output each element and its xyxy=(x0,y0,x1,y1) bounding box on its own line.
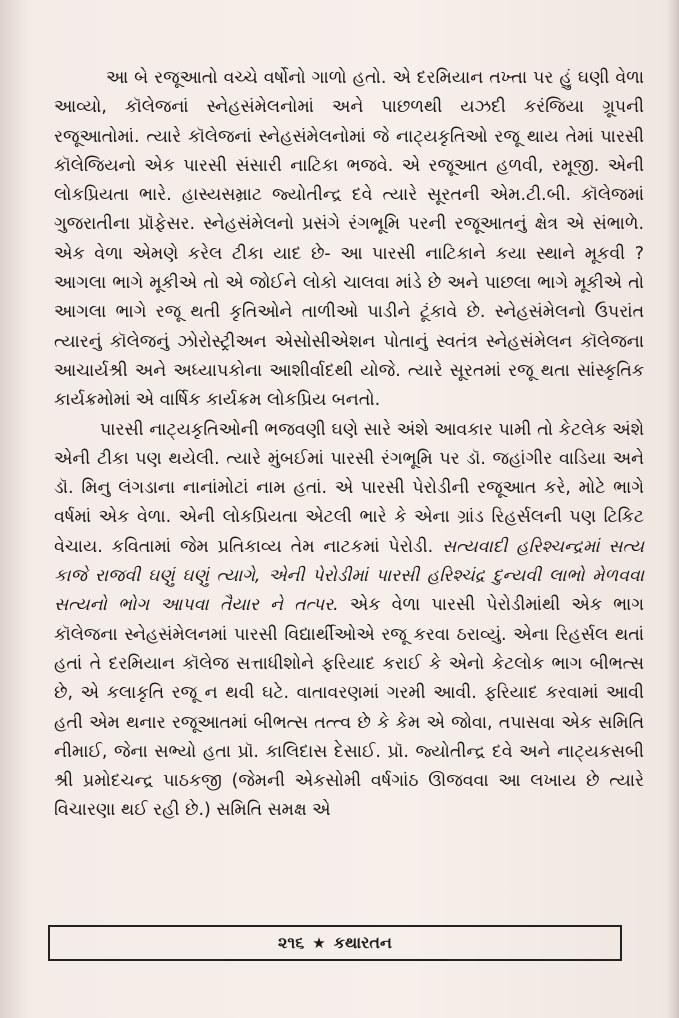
paragraph-1: આ બે રજૂઆતો વચ્ચે વર્ષોનો ગાળો હતો. એ દરમિયાન તખ્તા પર હું ઘણી વેળા આવ્યો, કૉલેજનાં સ્નેહસંમેલનોમાં અને પાછળથી યઝદી કરંજિયા ગ્રૂપની રજૂઆતોમાં. ત્યારે કૉલેજનાં સ્નેહસંમેલનોમાં જે નાટ્યકૃતિઓ રજૂ થાય તેમાં પારસી કૉલેજિયનો એક પારસી સંસારી નાટિકા ભજવે. એ રજૂઆત હળવી, રમૂજી. એની લોકપ્રિયતા ભારે. હાસ્યસમ્રાટ જ્યોતીન્દ્ર દવે ત્યારે સૂરતની એમ.ટી.બી. કૉલેજમાં ગુજરાતીના પ્રૉફેસર. સ્નેહસંમેલનો પ્રસંગે રંગભૂમિ પરની રજૂઆતનું ક્ષેત્ર એ સંભાળે. એક વેળા એમણે કરેલ ટીકા યાદ છે- આ પારસી નાટિકાને કયા સ્થાને મૂકવી ? આગલા ભાગે મૂકીએ તો એ જોઈને લોકો ચાલવા માંડે છે અને પાછલા ભાગે મૂકીએ તો આગલા ભાગે રજૂ થતી કૃતિઓને તાળીઓ પાડીને ટૂંકાવે છે. સ્નેહસંમેલનો ઉપરાંત ત્યારનું કૉલેજનું ઝોરોસ્ટ્રીઅન એસોસીએશન પોતાનું સ્વતંત્ર સ્નેહસંમેલન કૉલેજના આચાર્યશ્રી અને અધ્યાપકોના આશીર્વાદથી યોજે. ત્યારે સૂરતમાં રજૂ થતા સાંસ્કૃતિક કાર્યક્રમોમાં એ વાર્ષિક કાર્યક્રમ લોકપ્રિય બનતો. xyxy=(54,68,644,411)
star-icon: ★ xyxy=(312,934,326,952)
page-number: ૨૧૬ xyxy=(278,933,305,952)
paragraph-2-italic-text: સત્યવાદી હરિશ્ચન્દ્રમાં સત્ય કાજે રાજવી ઘણું ઘણું ત્યાગે, એની પેરોડીમાં પારસી હરિશ્ચંદ્ર દુન્યવી લાભો મેળવવા સત્યનો ભોગ આપવા તૈયાર ને તત્પર. xyxy=(54,536,644,616)
book-title: કથારતન xyxy=(333,933,392,952)
paragraph-2-text-a: પારસી નાટ્યકૃતિઓની ભજવણી ઘણે સારે અંશે આવકાર પામી તો કેટલેક અંશે એની ટીકા પણ થયેલી. ત્યારે મુંબઈમાં પારસી રંગભૂમિ પર ડૉ. જહાંગીર વાડિયા અને ડૉ. મિનુ લંગડાના નાનાંમોટાં નામ હતાં. એ પારસી પેરોડીની રજૂઆત કરે, મોટે ભાગે વર્ષમાં એક વેળા. એની લોકપ્રિયતા એટલી ભારે કે એના ગ્રાંડ રિહર્સલની પણ ટિકિટ વેચાય. કવિતામાં જેમ પ્રતિકાવ્ય તેમ નાટકમાં પેરોડી. xyxy=(54,419,644,557)
paragraph-2 xyxy=(54,416,644,826)
page-body-text xyxy=(54,64,644,826)
paragraph-2-text-b: એક વેળા પારસી પેરોડીમાંથી એક ભાગ કૉલેજના સ્નેહસંમેલનમાં પારસી વિદ્યાર્થીઓએ રજૂ કરવા ઠરાવ્યું. એના રિહર્સલ થતાં હતાં તે દરમિયાન કૉલેજ સત્તાધીશોને ફરિયાદ કરાઈ કે એનો કેટલોક ભાગ બીભત્સ છે, એ કલાકૃતિ રજૂ ન થવી ઘટે. વાતાવરણમાં ગરમી આવી. ફરિયાદ કરવામાં આવી હતી એમ થનાર રજૂઆતમાં બીભત્સ તત્ત્વ છે કે કેમ એ જોવા, તપાસવા એક સમિતિ નીમાઈ, જેના સભ્યો હતા પ્રૉ. કાલિદાસ દેસાઈ. પ્રૉ. જ્યોતીન્દ્ર દવે અને નાટ્યકસબી શ્રી પ્રમોદચન્દ્ર પાઠકજી (જેમની એકસોમી વર્ષગાંઠ ઊજવવા આ લખાય છે ત્યારે વિચારણા થઈ રહી છે.) સમિતિ સમક્ષ એ xyxy=(54,595,645,821)
page-footer-box xyxy=(48,925,622,961)
